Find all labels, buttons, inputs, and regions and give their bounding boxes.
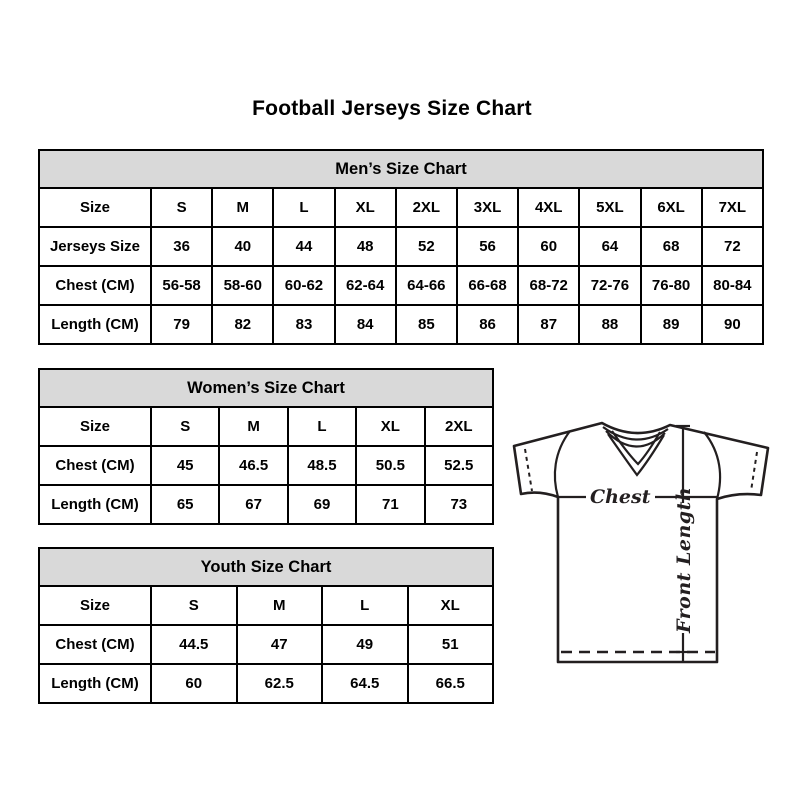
mens-cell: 76-80 bbox=[641, 266, 702, 305]
mens-cell: 62-64 bbox=[335, 266, 396, 305]
womens-row-label: Length (CM) bbox=[39, 485, 151, 524]
mens-cell: 68 bbox=[641, 227, 702, 266]
mens-cell: 40 bbox=[212, 227, 273, 266]
womens-cell: 2XL bbox=[425, 407, 493, 446]
womens-size-table bbox=[38, 368, 494, 525]
youth-row-label: Size bbox=[39, 586, 151, 625]
jersey-measurement-diagram bbox=[512, 418, 772, 666]
mens-cell: 58-60 bbox=[212, 266, 273, 305]
mens-cell: 56-58 bbox=[151, 266, 212, 305]
mens-cell: 79 bbox=[151, 305, 212, 344]
womens-table-title: Women’s Size Chart bbox=[39, 369, 493, 407]
mens-cell: 88 bbox=[579, 305, 640, 344]
youth-cell: 66.5 bbox=[408, 664, 494, 703]
mens-cell: 80-84 bbox=[702, 266, 763, 305]
youth-cell: 44.5 bbox=[151, 625, 237, 664]
mens-row-label: Chest (CM) bbox=[39, 266, 151, 305]
mens-cell: 3XL bbox=[457, 188, 518, 227]
jersey-outline-icon bbox=[512, 418, 772, 666]
youth-row-label: Chest (CM) bbox=[39, 625, 151, 664]
mens-cell: 60 bbox=[518, 227, 579, 266]
mens-cell: 66-68 bbox=[457, 266, 518, 305]
womens-cell: 65 bbox=[151, 485, 219, 524]
youth-cell: 49 bbox=[322, 625, 408, 664]
mens-cell: S bbox=[151, 188, 212, 227]
mens-cell: 64-66 bbox=[396, 266, 457, 305]
womens-cell: 50.5 bbox=[356, 446, 424, 485]
mens-cell: 83 bbox=[273, 305, 334, 344]
mens-cell: 5XL bbox=[579, 188, 640, 227]
mens-cell: 72 bbox=[702, 227, 763, 266]
mens-table-row bbox=[39, 227, 763, 266]
mens-cell: 89 bbox=[641, 305, 702, 344]
youth-cell: 51 bbox=[408, 625, 494, 664]
womens-cell: 67 bbox=[219, 485, 287, 524]
mens-cell: M bbox=[212, 188, 273, 227]
youth-cell: 62.5 bbox=[237, 664, 323, 703]
mens-cell: 7XL bbox=[702, 188, 763, 227]
womens-table-row bbox=[39, 407, 493, 446]
womens-cell: M bbox=[219, 407, 287, 446]
mens-cell: 64 bbox=[579, 227, 640, 266]
youth-cell: XL bbox=[408, 586, 494, 625]
womens-row-label: Chest (CM) bbox=[39, 446, 151, 485]
womens-cell: L bbox=[288, 407, 356, 446]
mens-cell: XL bbox=[335, 188, 396, 227]
youth-cell: S bbox=[151, 586, 237, 625]
womens-cell: 69 bbox=[288, 485, 356, 524]
page-title: Football Jerseys Size Chart bbox=[252, 97, 532, 120]
womens-table-row bbox=[39, 446, 493, 485]
mens-cell: 44 bbox=[273, 227, 334, 266]
mens-table-title: Men’s Size Chart bbox=[39, 150, 763, 188]
womens-cell: 45 bbox=[151, 446, 219, 485]
mens-cell: 36 bbox=[151, 227, 212, 266]
womens-cell: 48.5 bbox=[288, 446, 356, 485]
womens-cell: 73 bbox=[425, 485, 493, 524]
mens-table-row bbox=[39, 305, 763, 344]
womens-table-row bbox=[39, 485, 493, 524]
youth-cell: 64.5 bbox=[322, 664, 408, 703]
youth-table-row bbox=[39, 625, 493, 664]
mens-cell: 82 bbox=[212, 305, 273, 344]
womens-cell: 52.5 bbox=[425, 446, 493, 485]
youth-cell: 47 bbox=[237, 625, 323, 664]
womens-cell: XL bbox=[356, 407, 424, 446]
mens-cell: 2XL bbox=[396, 188, 457, 227]
womens-cell: 46.5 bbox=[219, 446, 287, 485]
mens-cell: 72-76 bbox=[579, 266, 640, 305]
youth-table-row bbox=[39, 664, 493, 703]
chest-measure-label: Chest bbox=[586, 485, 655, 509]
mens-row-label: Size bbox=[39, 188, 151, 227]
mens-cell: 6XL bbox=[641, 188, 702, 227]
womens-cell: S bbox=[151, 407, 219, 446]
mens-cell: 68-72 bbox=[518, 266, 579, 305]
mens-cell: 85 bbox=[396, 305, 457, 344]
mens-cell: 60-62 bbox=[273, 266, 334, 305]
mens-table-row bbox=[39, 266, 763, 305]
womens-row-label: Size bbox=[39, 407, 151, 446]
mens-size-table bbox=[38, 149, 764, 345]
mens-cell: 56 bbox=[457, 227, 518, 266]
mens-size-chart bbox=[38, 149, 764, 345]
youth-cell: L bbox=[322, 586, 408, 625]
youth-row-label: Length (CM) bbox=[39, 664, 151, 703]
mens-cell: 48 bbox=[335, 227, 396, 266]
womens-cell: 71 bbox=[356, 485, 424, 524]
youth-table-row bbox=[39, 586, 493, 625]
mens-cell: 52 bbox=[396, 227, 457, 266]
womens-size-chart bbox=[38, 368, 494, 525]
youth-table-title: Youth Size Chart bbox=[39, 548, 493, 586]
youth-cell: M bbox=[237, 586, 323, 625]
mens-cell: L bbox=[273, 188, 334, 227]
mens-cell: 90 bbox=[702, 305, 763, 344]
mens-cell: 84 bbox=[335, 305, 396, 344]
mens-cell: 86 bbox=[457, 305, 518, 344]
front-length-measure-label: Front Length bbox=[673, 486, 695, 633]
mens-table-row bbox=[39, 188, 763, 227]
youth-size-chart bbox=[38, 547, 494, 704]
mens-row-label: Jerseys Size bbox=[39, 227, 151, 266]
youth-size-table bbox=[38, 547, 494, 704]
mens-cell: 4XL bbox=[518, 188, 579, 227]
youth-cell: 60 bbox=[151, 664, 237, 703]
mens-row-label: Length (CM) bbox=[39, 305, 151, 344]
mens-cell: 87 bbox=[518, 305, 579, 344]
